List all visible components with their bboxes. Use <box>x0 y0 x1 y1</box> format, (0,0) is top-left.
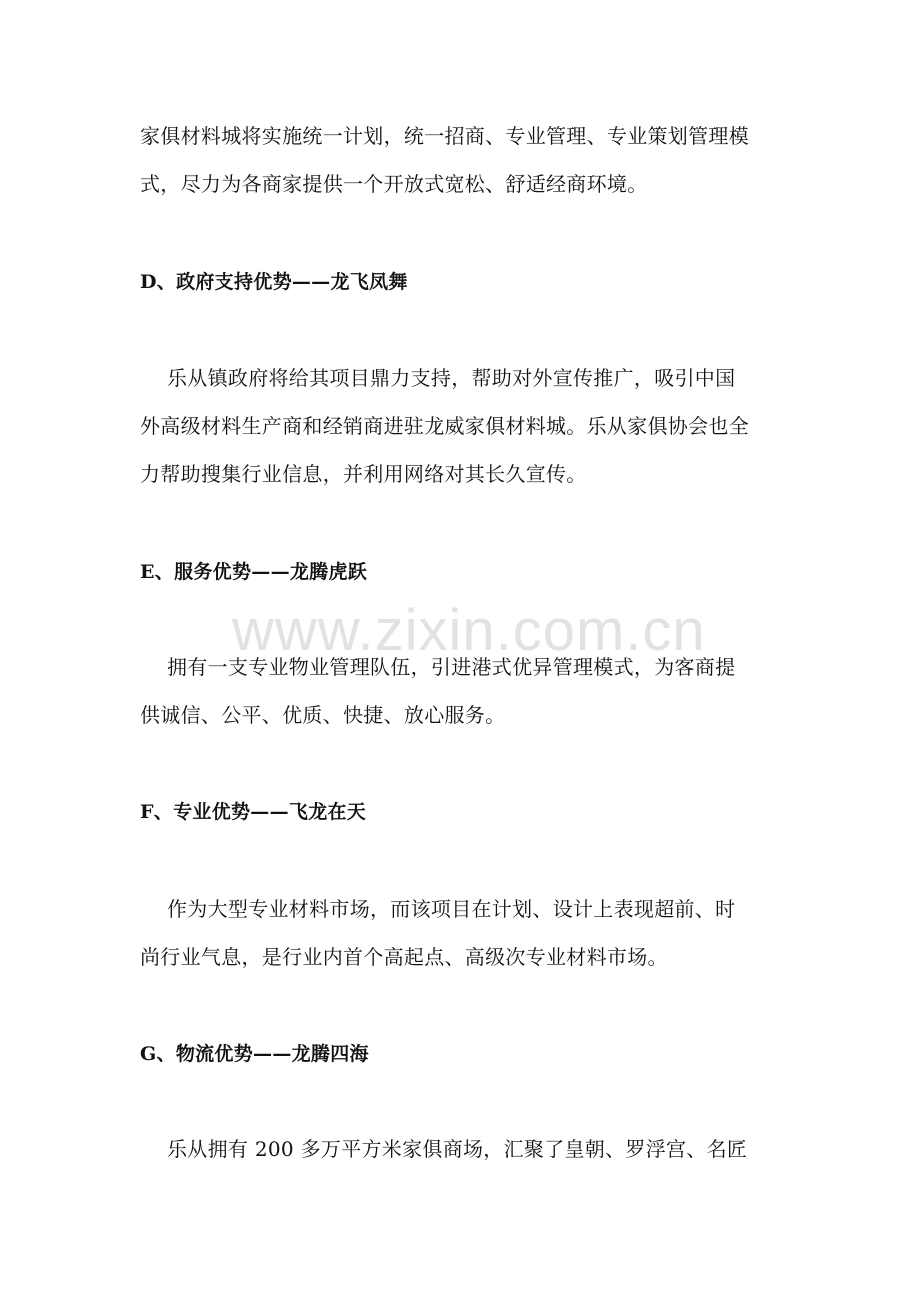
intro-line-1: 家俱材料城将实施统一计划，统一招商、专业管理、专业策划管理模 <box>140 124 749 148</box>
section-d-line-1: 乐从镇政府将给其项目鼎力支持，帮助对外宣传推广，吸引中国 <box>167 366 736 390</box>
section-e-heading: E、服务优势——龙腾虎跃 <box>140 561 368 583</box>
section-d-line-2: 外高级材料生产商和经销商进驻龙威家俱材料城。乐从家俱协会也全 <box>140 414 749 438</box>
section-g-line-1: 乐从拥有 200 多万平方米家俱商场，汇聚了皇朝、罗浮宫、名匠 <box>167 1137 748 1161</box>
section-f-line-1: 作为大型专业材料市场，而该项目在计划、设计上表现超前、时 <box>167 897 736 921</box>
section-e-line-2: 供诚信、公平、优质、快捷、放心服务。 <box>140 703 506 727</box>
section-f-line-2: 尚行业气息，是行业内首个高起点、高级次专业材料市场。 <box>140 945 668 969</box>
section-d-line-3: 力帮助搜集行业信息，并利用网络对其长久宣传。 <box>140 462 587 486</box>
section-e-line-1: 拥有一支专业物业管理队伍，引进港式优异管理模式，为客商提 <box>167 655 736 679</box>
watermark: www.zixin.com.cn <box>232 598 706 663</box>
section-f-heading: F、专业优势——飞龙在天 <box>140 801 367 823</box>
section-g-heading: G、物流优势——龙腾四海 <box>140 1043 369 1065</box>
intro-line-2: 式，尽力为各商家提供一个开放式宽松、舒适经商环境。 <box>140 172 648 196</box>
section-d-heading: D、政府支持优势——龙飞凤舞 <box>140 271 408 293</box>
